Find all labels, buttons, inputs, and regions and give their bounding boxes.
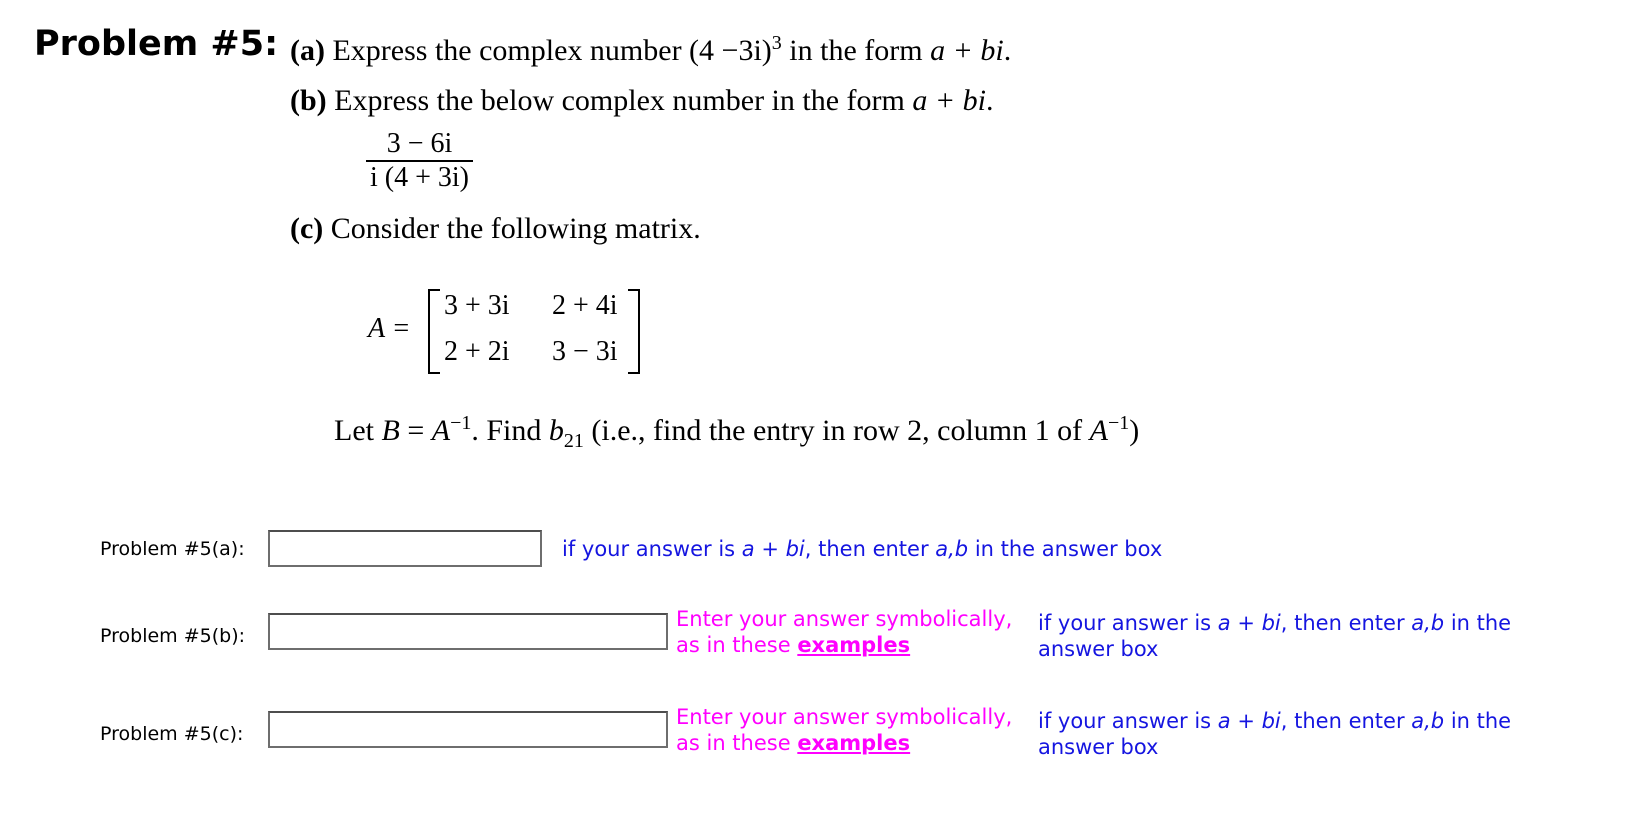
matrix-cell-2-1: 2 + 2i — [444, 336, 510, 367]
hint-format-c: if your answer is a + bi, then enter a,b in the answer box — [1038, 709, 1512, 759]
part-c-label: (c) — [290, 212, 324, 245]
answer-input-b[interactable] — [268, 613, 668, 650]
matrix-cell-2-2: 3 − 3i — [552, 336, 618, 367]
answer-input-a[interactable] — [268, 530, 542, 567]
hint-symbolic-c: Enter your answer symbolically, as in these examples — [676, 705, 1013, 755]
hint-format-a: if your answer is a + bi, then enter a,b in the answer box — [562, 537, 1163, 561]
problem-title: Problem #5: — [34, 24, 279, 64]
part-a-label: (a) — [290, 34, 325, 67]
part-b-label: (b) — [290, 84, 327, 117]
answer-label-a: Problem #5(a): — [100, 538, 245, 560]
answer-input-c[interactable] — [268, 711, 668, 748]
hint-format-b: if your answer is a + bi, then enter a,b in the answer box — [1038, 611, 1512, 661]
matrix-left-bracket — [428, 289, 440, 374]
part-a-text: (a) Express the complex number $(4 -3i)^3$ in the form a + bi. — [290, 32, 1012, 67]
part-c-text: (c) Consider the following matrix. — [290, 212, 701, 245]
find-instruction: Let $B = A^{-1}$. Find $b_{21}$ (i.e., find the entry in row 2, column 1 of $A^{-1}$) — [334, 412, 1140, 452]
answer-label-b: Problem #5(b): — [100, 625, 246, 647]
matrix-right-bracket — [628, 289, 640, 374]
fraction-denominator: i (4 + 3i) — [370, 162, 469, 193]
examples-link-b[interactable]: examples — [797, 633, 911, 657]
matrix-cell-1-1: 3 + 3i — [444, 290, 510, 321]
matrix-label: A = — [368, 313, 411, 344]
complex-fraction — [366, 128, 473, 194]
fraction-numerator: 3 − 6i — [366, 128, 473, 162]
hint-symbolic-b: Enter your answer symbolically, as in these examples — [676, 607, 1013, 657]
examples-link-c[interactable]: examples — [797, 731, 911, 755]
part-b-text: (b) Express the below complex number in the form a + bi. — [290, 84, 994, 117]
matrix-cell-1-2: 2 + 4i — [552, 290, 618, 321]
answer-label-c: Problem #5(c): — [100, 723, 244, 745]
